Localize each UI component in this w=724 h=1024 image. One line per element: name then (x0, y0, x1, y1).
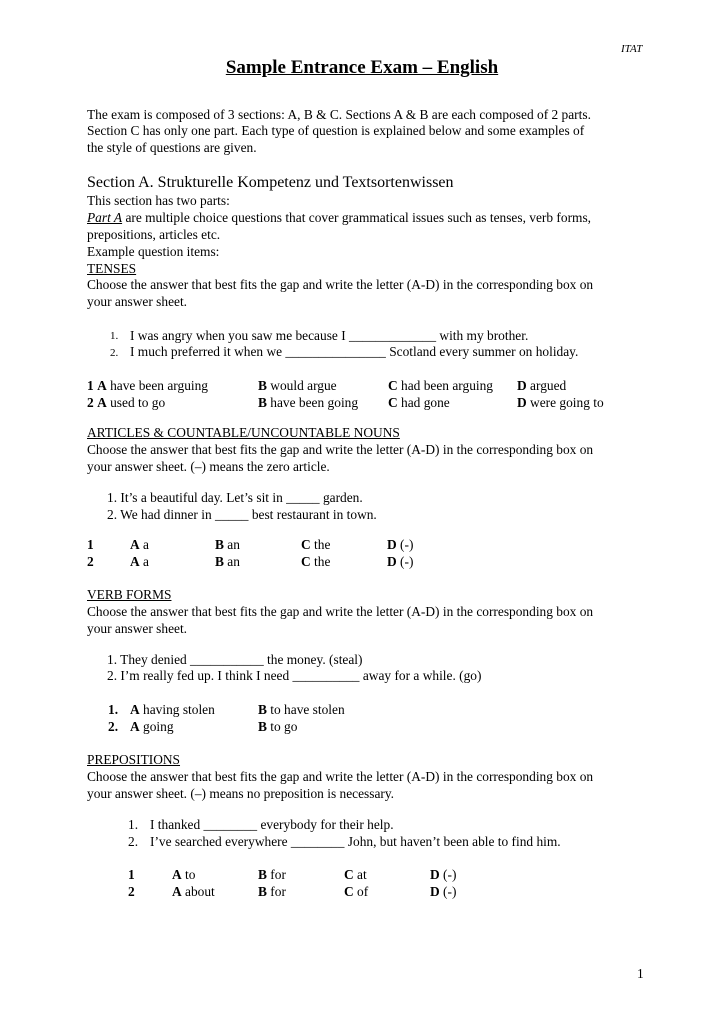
prepositions-r1-option-a: A to (172, 867, 196, 882)
tenses-answer-row-2 (87, 395, 165, 411)
verb-forms-q2: 2. I’m really fed up. I think I need __________ away for a while. (go) (107, 668, 482, 683)
verb-forms-r2-option-a: A going (130, 719, 174, 734)
verb-forms-r1-option-a: A having stolen (130, 702, 215, 717)
prepositions-instruction-1: Choose the answer that best fits the gap and write the letter (A-D) in the corresponding box on (87, 769, 594, 784)
tenses-q1: I was angry when you saw me because I _____________ with my brother. (130, 328, 529, 343)
tenses-r2-option-b: B have been going (258, 395, 359, 410)
section-a-heading: Section A. Strukturelle Kompetenz und Textsortenwissen (87, 174, 454, 191)
articles-q2: 2. We had dinner in _____ best restaurant in town. (107, 507, 377, 522)
verb-forms-q1: 1. They denied ___________ the money. (steal) (107, 652, 363, 667)
option-a: used to go (110, 395, 166, 410)
prepositions-r2-option-d: D (-) (430, 884, 457, 899)
articles-instruction-1: Choose the answer that best fits the gap and write the letter (A-D) in the corresponding box on (87, 442, 594, 457)
tenses-q2-number: 2. (110, 347, 119, 359)
articles-r2-option-b: B an (215, 554, 240, 569)
prepositions-q1-number: 1. (128, 817, 139, 832)
tenses-answer-row-1 (87, 378, 208, 394)
articles-r1-number: 1 (87, 537, 94, 552)
verb-forms-heading: VERB FORMS (87, 587, 172, 602)
prepositions-q2: I’ve searched everywhere ________ John, but haven’t been able to find him. (150, 834, 561, 849)
prepositions-r2-option-a: A about (172, 884, 215, 899)
section-a-line-3: prepositions, articles etc. (87, 227, 221, 242)
intro-line-3: the style of questions are given. (87, 140, 257, 155)
tenses-heading: TENSES (87, 261, 137, 276)
part-a-text: are multiple choice questions that cover grammatical issues such as tenses, verb forms, (122, 210, 592, 225)
articles-r1-option-c: C the (301, 537, 331, 552)
tenses-r2-option-c: C had gone (388, 395, 450, 410)
prepositions-r2-number: 2 (128, 884, 135, 899)
tenses-q2: I much preferred it when we _______________ Scotland every summer on holiday. (130, 344, 579, 359)
prepositions-q1: I thanked ________ everybody for their help. (150, 817, 394, 832)
prepositions-r2-option-b: B for (258, 884, 286, 899)
verb-forms-r2-number: 2. (108, 719, 119, 734)
articles-r2-number: 2 (87, 554, 94, 569)
verb-forms-instruction-1: Choose the answer that best fits the gap and write the letter (A-D) in the corresponding box on (87, 604, 594, 619)
articles-r2-option-c: C the (301, 554, 331, 569)
articles-r1-option-b: B an (215, 537, 240, 552)
option-a: have been arguing (110, 378, 209, 393)
tenses-r1-option-d: D argued (517, 378, 567, 393)
articles-r2-option-d: D (-) (387, 554, 414, 569)
articles-q1: 1. It’s a beautiful day. Let’s sit in _____ garden. (107, 490, 363, 505)
articles-instruction-2: your answer sheet. (–) means the zero article. (87, 459, 330, 474)
verb-forms-instruction-2: your answer sheet. (87, 621, 188, 636)
tenses-instruction-1: Choose the answer that best fits the gap and write the letter (A-D) in the corresponding box on (87, 277, 594, 292)
prepositions-r1-option-b: B for (258, 867, 286, 882)
tenses-r1-option-b: B would argue (258, 378, 337, 393)
answer-number: 2 (87, 395, 94, 410)
articles-heading: ARTICLES & COUNTABLE/UNCOUNTABLE NOUNS (87, 425, 400, 440)
verb-forms-r2-option-b: B to go (258, 719, 298, 734)
intro-line-1: The exam is composed of 3 sections: A, B & C. Sections A & B are each composed of 2 parts. (87, 107, 591, 122)
option-letter-a: A (97, 395, 107, 410)
section-a-line-1: This section has two parts: (87, 193, 230, 208)
prepositions-q2-number: 2. (128, 834, 139, 849)
page-number: 1 (637, 966, 644, 981)
page-title: Sample Entrance Exam – English (225, 57, 499, 78)
prepositions-r1-number: 1 (128, 867, 135, 882)
tenses-r1-option-c: C had been arguing (388, 378, 494, 393)
tenses-q1-number: 1. (110, 330, 119, 342)
prepositions-r1-option-d: D (-) (430, 867, 457, 882)
prepositions-instruction-2: your answer sheet. (–) means no preposition is necessary. (87, 786, 395, 801)
articles-r2-option-a: A a (130, 554, 149, 569)
part-a-label: Part A (87, 210, 123, 225)
intro-line-2: Section C has only one part. Each type of question is explained below and some examples of (87, 123, 585, 138)
answer-number: 1 (87, 378, 94, 393)
prepositions-heading: PREPOSITIONS (87, 752, 181, 767)
verb-forms-r1-number: 1. (108, 702, 119, 717)
header-tag: ITAT (621, 43, 643, 55)
section-a-line-4: Example question items: (87, 244, 220, 259)
verb-forms-r1-option-b: B to have stolen (258, 702, 345, 717)
tenses-instruction-2: your answer sheet. (87, 294, 188, 309)
articles-r1-option-a: A a (130, 537, 149, 552)
prepositions-r1-option-c: C at (344, 867, 367, 882)
articles-r1-option-d: D (-) (387, 537, 414, 552)
option-letter-a: A (97, 378, 107, 393)
prepositions-r2-option-c: C of (344, 884, 369, 899)
tenses-r2-option-d: D were going to (517, 395, 604, 410)
section-a-part-line (87, 210, 591, 226)
